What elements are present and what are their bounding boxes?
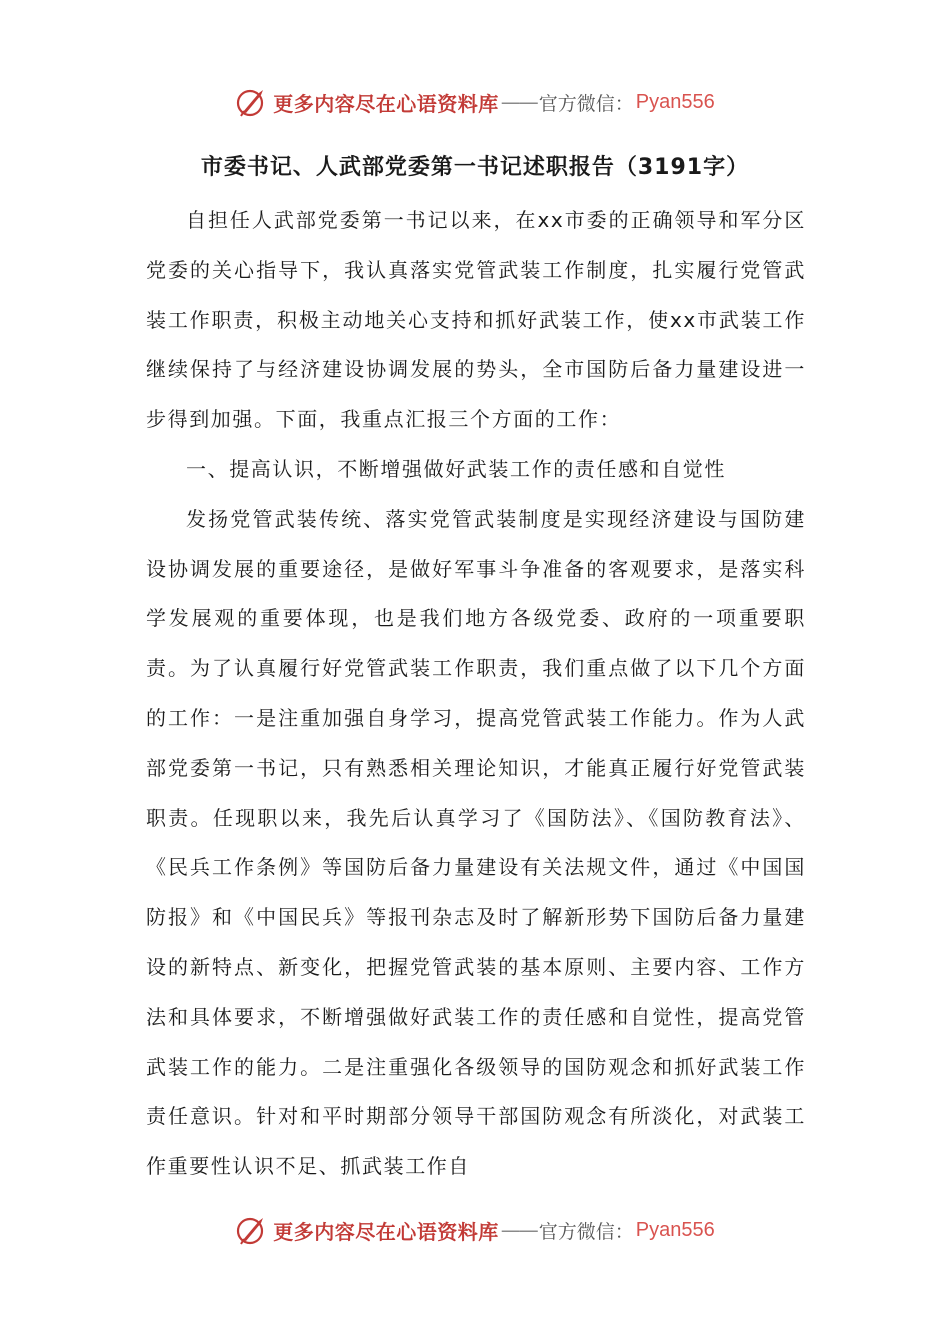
document-body <box>146 196 806 1192</box>
document-title: 市委书记、人武部党委第一书记述职报告（3191字） <box>200 155 750 180</box>
watermark-banner-top <box>0 80 950 124</box>
watermark-text: 更多内容尽在心语资料库 <box>273 91 499 116</box>
quill-pen-circle-icon <box>235 1213 269 1247</box>
watermark-banner-bottom <box>0 1208 950 1252</box>
watermark-wechat-label: 官方微信： <box>538 92 634 115</box>
watermark-wechat-id: Pyan556 <box>635 1218 715 1241</box>
watermark-text: 更多内容尽在心语资料库 <box>273 1219 499 1244</box>
watermark-wechat-id: Pyan556 <box>635 90 715 113</box>
section-heading: 一、提高认识，不断增强做好武装工作的责任感和自觉性 <box>186 456 726 481</box>
paragraph: 自担任人武部党委第一书记以来，在xx市委的正确领导和军分区党委的关心指导下，我认真落实党管武装工作制度，扎实履行党管武装工作职责，积极主动地关心支持和抓好武装工作，使xx市武装工作继续保持了与经济建设协调发展的势头，全市国防后备力量建设进一步得到加强。下面，我重点汇报三个方面的工作： <box>146 208 806 432</box>
watermark-dash: —— <box>500 1218 537 1242</box>
watermark-dash: —— <box>500 90 537 114</box>
paragraph: 发扬党管武装传统、落实党管武装制度是实现经济建设与国防建设协调发展的重要途径，是做好军事斗争准备的客观要求，是落实科学发展观的重要体现，也是我们地方各级党委、政府的一项重要职责。为了认真履行好党管武装工作职责，我们重点做了以下几个方面的工作：一是注重加强自身学习，提高党管武装工作能力。作为人武部党委第一书记，只有熟悉相关理论知识，才能真正履行好党管武装职责。任现职以来，我先后认真学习了《国防法》、《国防教育法》、《民兵工作条例》等国防后备力量建设有关法规文件，通过《中国国防报》和《中国民兵》等报刊杂志及时了解新形势下国防后备力量建设的新特点、新变化，把握党管武装的基本原则、主要内容、工作方法和具体要求，不断增强做好武装工作的责任感和自觉性，提高党管武装工作的能力。二是注重强化各级领导的国防观念和抓好武装工作责任意识。针对和平时期部分领导干部国防观念有所淡化，对武装工作重要性认识不足、抓武装工作自 <box>146 506 806 1179</box>
watermark-wechat-label: 官方微信： <box>538 1220 634 1243</box>
quill-pen-circle-icon <box>235 85 269 119</box>
